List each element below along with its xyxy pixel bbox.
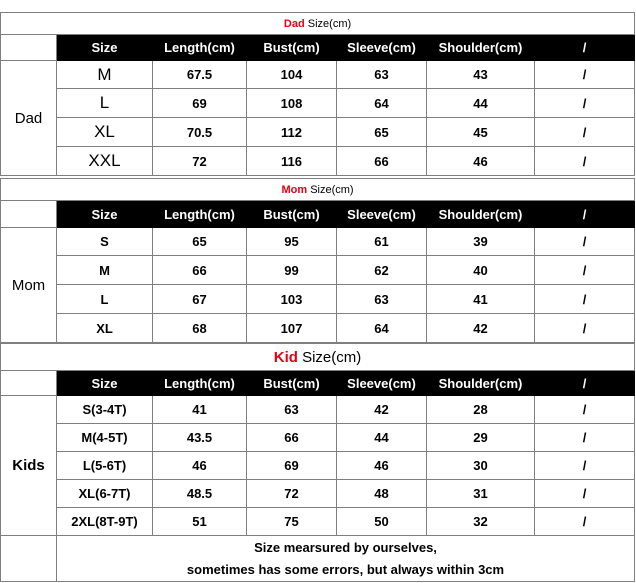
bust-cell: 66 — [247, 424, 337, 452]
shoulder-cell: 39 — [427, 228, 535, 256]
header-size: Size — [57, 201, 153, 228]
shoulder-cell: 30 — [427, 452, 535, 480]
note-line-2: sometimes has some errors, but always within 3cm — [186, 561, 505, 577]
shoulder-cell: 28 — [427, 396, 535, 424]
table-row — [1, 396, 635, 424]
length-cell: 65 — [153, 228, 247, 256]
bust-cell: 75 — [247, 508, 337, 536]
shoulder-cell: 43 — [427, 61, 535, 89]
kid-table-title: Kid Size(cm) — [1, 344, 635, 371]
mom-table-title: Mom Size(cm) — [1, 179, 635, 201]
slash-cell: / — [535, 118, 635, 147]
mom-group-label: Mom — [1, 228, 57, 343]
dad-group-label: Dad — [1, 61, 57, 176]
dad-table-title: Dad Size(cm) — [1, 13, 635, 35]
table-row — [1, 118, 635, 147]
bust-cell: 95 — [247, 228, 337, 256]
header-slash: / — [535, 201, 635, 228]
slash-cell: / — [535, 147, 635, 176]
bust-cell: 112 — [247, 118, 337, 147]
size-cell: 2XL(8T-9T) — [57, 508, 153, 536]
bust-cell: 69 — [247, 452, 337, 480]
size-cell: XL(6-7T) — [57, 480, 153, 508]
header-size: Size — [57, 35, 153, 61]
sleeve-cell: 63 — [337, 285, 427, 314]
slash-cell: / — [535, 396, 635, 424]
bust-cell: 99 — [247, 256, 337, 285]
note-line-1: Size mearsured by ourselves, — [254, 539, 437, 555]
sleeve-cell: 66 — [337, 147, 427, 176]
length-cell: 67.5 — [153, 61, 247, 89]
header-length: Length(cm) — [153, 201, 247, 228]
table-row — [1, 89, 635, 118]
slash-cell: / — [535, 89, 635, 118]
header-slash: / — [535, 371, 635, 396]
shoulder-cell: 42 — [427, 314, 535, 343]
shoulder-cell: 40 — [427, 256, 535, 285]
sleeve-cell: 42 — [337, 396, 427, 424]
table-row — [1, 452, 635, 480]
header-shoulder: Shoulder(cm) — [427, 371, 535, 396]
kid-group-label: Kids — [1, 396, 57, 536]
bust-cell: 104 — [247, 61, 337, 89]
kid-size-table — [0, 343, 635, 582]
sleeve-cell: 48 — [337, 480, 427, 508]
table-row — [1, 228, 635, 256]
bust-cell: 103 — [247, 285, 337, 314]
header-sleeve: Sleeve(cm) — [337, 371, 427, 396]
sleeve-cell: 63 — [337, 61, 427, 89]
size-cell: M — [57, 61, 153, 89]
length-cell: 68 — [153, 314, 247, 343]
header-bust: Bust(cm) — [247, 35, 337, 61]
bust-cell: 108 — [247, 89, 337, 118]
length-cell: 69 — [153, 89, 247, 118]
bust-cell: 107 — [247, 314, 337, 343]
size-cell: M(4-5T) — [57, 424, 153, 452]
length-cell: 46 — [153, 452, 247, 480]
size-cell: S — [57, 228, 153, 256]
slash-cell: / — [535, 508, 635, 536]
header-bust: Bust(cm) — [247, 201, 337, 228]
header-length: Length(cm) — [153, 371, 247, 396]
slash-cell: / — [535, 452, 635, 480]
table-row — [1, 256, 635, 285]
slash-cell: / — [535, 480, 635, 508]
slash-cell: / — [535, 424, 635, 452]
length-cell: 72 — [153, 147, 247, 176]
table-row — [1, 147, 635, 176]
shoulder-cell: 31 — [427, 480, 535, 508]
table-row — [1, 285, 635, 314]
shoulder-cell: 41 — [427, 285, 535, 314]
size-cell: S(3-4T) — [57, 396, 153, 424]
header-shoulder: Shoulder(cm) — [427, 35, 535, 61]
size-cell: XL — [57, 314, 153, 343]
slash-cell: / — [535, 256, 635, 285]
sleeve-cell: 44 — [337, 424, 427, 452]
sleeve-cell: 62 — [337, 256, 427, 285]
header-sleeve: Sleeve(cm) — [337, 35, 427, 61]
mom-size-table — [0, 178, 635, 343]
length-cell: 70.5 — [153, 118, 247, 147]
sleeve-cell: 64 — [337, 89, 427, 118]
shoulder-cell: 44 — [427, 89, 535, 118]
table-row — [1, 480, 635, 508]
dad-size-table — [0, 12, 635, 176]
table-row — [1, 508, 635, 536]
size-cell: L — [57, 89, 153, 118]
length-cell: 51 — [153, 508, 247, 536]
slash-cell: / — [535, 285, 635, 314]
measurement-note — [57, 536, 635, 582]
bust-cell: 72 — [247, 480, 337, 508]
length-cell: 67 — [153, 285, 247, 314]
sleeve-cell: 64 — [337, 314, 427, 343]
header-sleeve: Sleeve(cm) — [337, 201, 427, 228]
header-size: Size — [57, 371, 153, 396]
shoulder-cell: 46 — [427, 147, 535, 176]
slash-cell: / — [535, 61, 635, 89]
sleeve-cell: 50 — [337, 508, 427, 536]
length-cell: 48.5 — [153, 480, 247, 508]
sleeve-cell: 46 — [337, 452, 427, 480]
bust-cell: 116 — [247, 147, 337, 176]
length-cell: 41 — [153, 396, 247, 424]
shoulder-cell: 29 — [427, 424, 535, 452]
size-cell: XXL — [57, 147, 153, 176]
header-length: Length(cm) — [153, 35, 247, 61]
size-cell: L(5-6T) — [57, 452, 153, 480]
sleeve-cell: 65 — [337, 118, 427, 147]
size-cell: XL — [57, 118, 153, 147]
slash-cell: / — [535, 314, 635, 343]
shoulder-cell: 45 — [427, 118, 535, 147]
length-cell: 43.5 — [153, 424, 247, 452]
length-cell: 66 — [153, 256, 247, 285]
header-shoulder: Shoulder(cm) — [427, 201, 535, 228]
table-row — [1, 61, 635, 89]
shoulder-cell: 32 — [427, 508, 535, 536]
size-cell: L — [57, 285, 153, 314]
table-row — [1, 424, 635, 452]
sleeve-cell: 61 — [337, 228, 427, 256]
header-bust: Bust(cm) — [247, 371, 337, 396]
bust-cell: 63 — [247, 396, 337, 424]
header-slash: / — [535, 35, 635, 61]
slash-cell: / — [535, 228, 635, 256]
table-row — [1, 314, 635, 343]
size-cell: M — [57, 256, 153, 285]
